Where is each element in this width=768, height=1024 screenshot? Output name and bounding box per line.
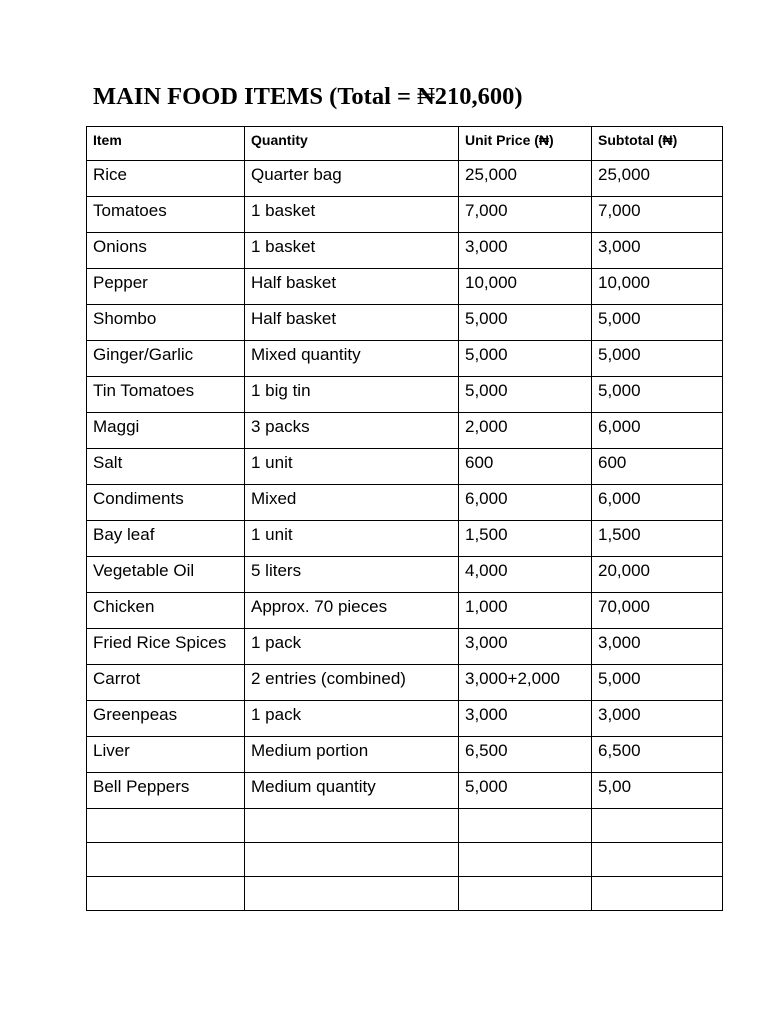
- empty-cell: [245, 843, 459, 877]
- table-row: [87, 665, 723, 701]
- table-row: [87, 449, 723, 485]
- cell-subtotal: 6,000: [592, 485, 723, 521]
- table-row: [87, 413, 723, 449]
- cell-subtotal: 1,500: [592, 521, 723, 557]
- cell-subtotal: 5,00: [592, 773, 723, 809]
- table-row: [87, 377, 723, 413]
- cell-item: Onions: [87, 233, 245, 269]
- cell-unit-price: 1,000: [459, 593, 592, 629]
- empty-cell: [87, 809, 245, 843]
- empty-cell: [459, 877, 592, 911]
- table-row: [87, 197, 723, 233]
- table-row: [87, 701, 723, 737]
- cell-subtotal: 7,000: [592, 197, 723, 233]
- column-header-subtotal: Subtotal (₦): [592, 127, 723, 161]
- cell-quantity: 2 entries (combined): [245, 665, 459, 701]
- cell-item: Maggi: [87, 413, 245, 449]
- empty-cell: [592, 843, 723, 877]
- cell-quantity: Half basket: [245, 269, 459, 305]
- cell-quantity: Half basket: [245, 305, 459, 341]
- cell-item: Chicken: [87, 593, 245, 629]
- cell-quantity: 1 pack: [245, 701, 459, 737]
- cell-quantity: Medium quantity: [245, 773, 459, 809]
- cell-unit-price: 1,500: [459, 521, 592, 557]
- cell-item: Tomatoes: [87, 197, 245, 233]
- cell-item: Salt: [87, 449, 245, 485]
- table-row: [87, 233, 723, 269]
- empty-cell: [87, 843, 245, 877]
- empty-cell: [592, 877, 723, 911]
- empty-table-row: [87, 843, 723, 877]
- cell-subtotal: 5,000: [592, 377, 723, 413]
- table-row: [87, 629, 723, 665]
- cell-subtotal: 20,000: [592, 557, 723, 593]
- cell-item: Vegetable Oil: [87, 557, 245, 593]
- cell-item: Ginger/Garlic: [87, 341, 245, 377]
- cell-item: Fried Rice Spices: [87, 629, 245, 665]
- column-header-quantity: Quantity: [245, 127, 459, 161]
- cell-unit-price: 7,000: [459, 197, 592, 233]
- cell-unit-price: 5,000: [459, 773, 592, 809]
- table-body: [87, 161, 723, 911]
- cell-quantity: 5 liters: [245, 557, 459, 593]
- empty-cell: [459, 809, 592, 843]
- cell-item: Pepper: [87, 269, 245, 305]
- cell-item: Bell Peppers: [87, 773, 245, 809]
- cell-quantity: 1 basket: [245, 233, 459, 269]
- cell-subtotal: 6,000: [592, 413, 723, 449]
- cell-unit-price: 2,000: [459, 413, 592, 449]
- cell-quantity: 1 pack: [245, 629, 459, 665]
- cell-subtotal: 3,000: [592, 233, 723, 269]
- cell-subtotal: 10,000: [592, 269, 723, 305]
- cell-quantity: Medium portion: [245, 737, 459, 773]
- table-row: [87, 341, 723, 377]
- cell-item: Liver: [87, 737, 245, 773]
- empty-cell: [87, 877, 245, 911]
- cell-item: Shombo: [87, 305, 245, 341]
- column-header-item: Item: [87, 127, 245, 161]
- cell-quantity: Approx. 70 pieces: [245, 593, 459, 629]
- empty-cell: [459, 843, 592, 877]
- cell-item: Tin Tomatoes: [87, 377, 245, 413]
- cell-unit-price: 6,000: [459, 485, 592, 521]
- cell-subtotal: 6,500: [592, 737, 723, 773]
- table-header-row: [87, 127, 723, 161]
- cell-item: Rice: [87, 161, 245, 197]
- table-row: [87, 305, 723, 341]
- table-row: [87, 737, 723, 773]
- cell-unit-price: 3,000: [459, 233, 592, 269]
- cell-quantity: 1 unit: [245, 449, 459, 485]
- cell-unit-price: 10,000: [459, 269, 592, 305]
- table-row: [87, 485, 723, 521]
- page-title: MAIN FOOD ITEMS (Total = ₦210,600): [93, 83, 523, 110]
- cell-subtotal: 5,000: [592, 305, 723, 341]
- cell-quantity: 1 basket: [245, 197, 459, 233]
- cell-unit-price: 3,000: [459, 701, 592, 737]
- cell-unit-price: 25,000: [459, 161, 592, 197]
- cell-unit-price: 6,500: [459, 737, 592, 773]
- cell-unit-price: 4,000: [459, 557, 592, 593]
- cell-quantity: 3 packs: [245, 413, 459, 449]
- cell-subtotal: 5,000: [592, 341, 723, 377]
- cell-subtotal: 3,000: [592, 629, 723, 665]
- empty-cell: [592, 809, 723, 843]
- table-row: [87, 269, 723, 305]
- cell-item: Condiments: [87, 485, 245, 521]
- table-row: [87, 161, 723, 197]
- empty-table-row: [87, 877, 723, 911]
- cell-quantity: Mixed quantity: [245, 341, 459, 377]
- food-items-table: [86, 126, 723, 911]
- cell-quantity: Mixed: [245, 485, 459, 521]
- cell-item: Greenpeas: [87, 701, 245, 737]
- cell-quantity: 1 unit: [245, 521, 459, 557]
- cell-unit-price: 5,000: [459, 305, 592, 341]
- table-row: [87, 773, 723, 809]
- cell-item: Carrot: [87, 665, 245, 701]
- cell-subtotal: 5,000: [592, 665, 723, 701]
- cell-subtotal: 600: [592, 449, 723, 485]
- cell-subtotal: 3,000: [592, 701, 723, 737]
- table-row: [87, 521, 723, 557]
- cell-subtotal: 25,000: [592, 161, 723, 197]
- cell-unit-price: 5,000: [459, 341, 592, 377]
- cell-unit-price: 3,000+2,000: [459, 665, 592, 701]
- cell-unit-price: 3,000: [459, 629, 592, 665]
- empty-table-row: [87, 809, 723, 843]
- cell-unit-price: 5,000: [459, 377, 592, 413]
- cell-unit-price: 600: [459, 449, 592, 485]
- empty-cell: [245, 877, 459, 911]
- empty-cell: [245, 809, 459, 843]
- cell-item: Bay leaf: [87, 521, 245, 557]
- table-row: [87, 593, 723, 629]
- table-row: [87, 557, 723, 593]
- cell-quantity: 1 big tin: [245, 377, 459, 413]
- cell-quantity: Quarter bag: [245, 161, 459, 197]
- column-header-unit-price: Unit Price (₦): [459, 127, 592, 161]
- cell-subtotal: 70,000: [592, 593, 723, 629]
